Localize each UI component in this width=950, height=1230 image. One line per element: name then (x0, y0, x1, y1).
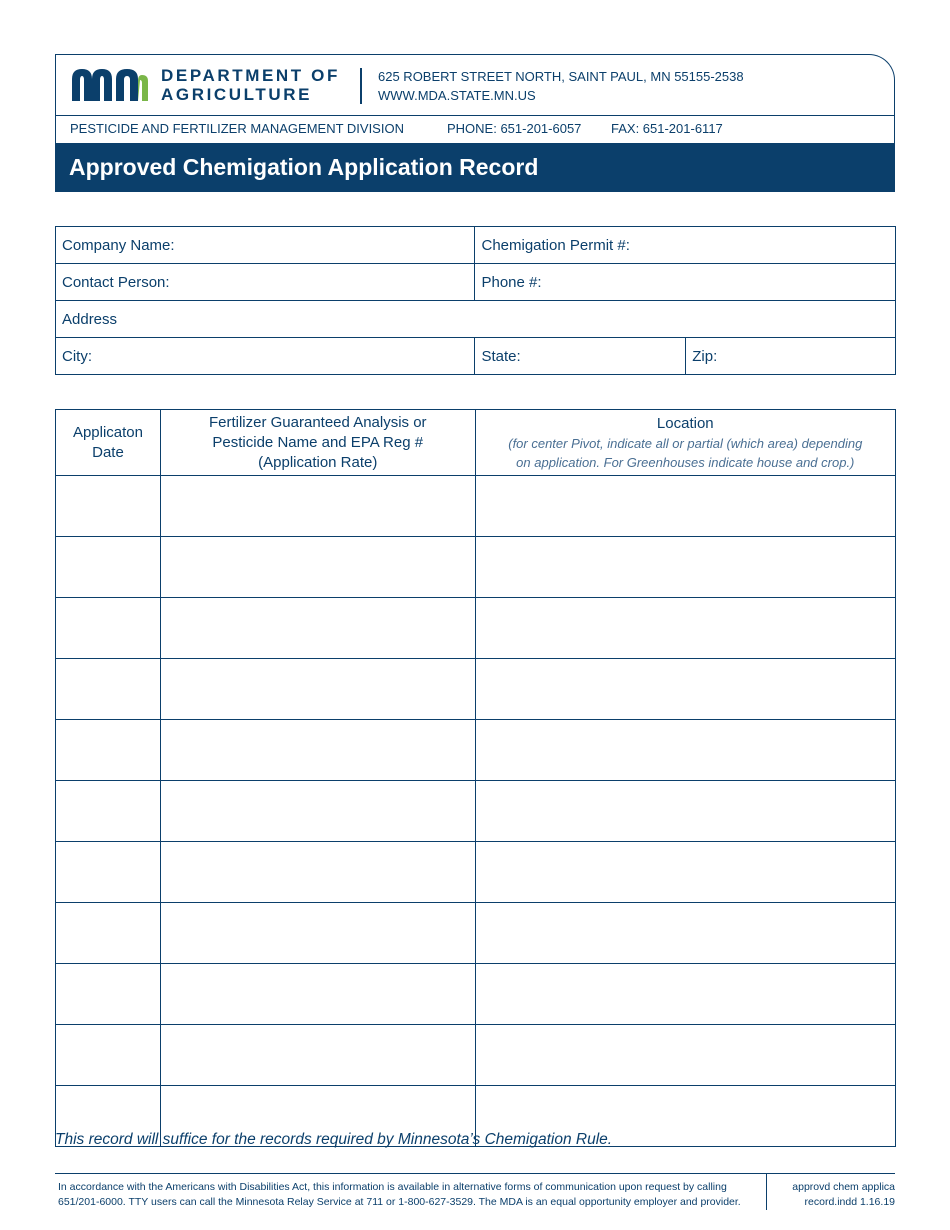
title-bar (55, 143, 895, 192)
location-cell[interactable] (475, 476, 895, 537)
date-cell[interactable] (56, 1025, 161, 1086)
division-name: PESTICIDE AND FERTILIZER MANAGEMENT DIVISION (70, 121, 404, 136)
date-cell[interactable] (56, 781, 161, 842)
col-location (475, 410, 895, 476)
col3-note-line1: (for center Pivot, indicate all or partial (which area) depending (508, 435, 863, 451)
product-cell[interactable] (160, 781, 475, 842)
file-reference (775, 1180, 895, 1210)
website: WWW.MDA.STATE.MN.US (378, 88, 536, 103)
contact-person-field[interactable]: Contact Person: (56, 264, 475, 301)
date-cell[interactable] (56, 598, 161, 659)
table-row (56, 903, 896, 964)
location-cell[interactable] (475, 537, 895, 598)
ada-line-1: In accordance with the Americans with Disabilities Act, this information is available in alternative forms of communication upon request by calling (58, 1181, 727, 1193)
division-phone: PHONE: 651-201-6057 (447, 121, 582, 136)
department-name (161, 66, 340, 104)
col2-line2: Pesticide Name and EPA Reg # (212, 433, 424, 451)
location-cell[interactable] (475, 720, 895, 781)
street-address: 625 ROBERT STREET NORTH, SAINT PAUL, MN 55155-2538 (378, 69, 744, 84)
col2-line1: Fertilizer Guaranteed Analysis or (208, 413, 427, 431)
product-cell[interactable] (160, 659, 475, 720)
table-row (56, 598, 896, 659)
location-cell[interactable] (475, 598, 895, 659)
record-rows (56, 476, 896, 1147)
product-cell[interactable] (160, 720, 475, 781)
table-row (56, 659, 896, 720)
location-cell[interactable] (475, 659, 895, 720)
col1-line2: Date (92, 443, 124, 461)
table-row (56, 1025, 896, 1086)
product-cell[interactable] (160, 476, 475, 537)
zip-field[interactable]: Zip: (686, 338, 896, 375)
permit-field[interactable]: Chemigation Permit #: (475, 227, 896, 264)
table-row (56, 537, 896, 598)
table-row (56, 964, 896, 1025)
mn-logo-icon (70, 67, 150, 103)
table-row (56, 842, 896, 903)
table-row (56, 781, 896, 842)
location-cell[interactable] (475, 781, 895, 842)
product-cell[interactable] (160, 842, 475, 903)
col3-title: Location (656, 414, 714, 432)
file-line-2: record.indd 1.16.19 (804, 1196, 895, 1208)
location-cell[interactable] (475, 842, 895, 903)
page-title: Approved Chemigation Application Record (69, 154, 539, 180)
col-fertilizer-pesticide (160, 410, 475, 476)
header-separator (360, 68, 362, 104)
date-cell[interactable] (56, 659, 161, 720)
col3-note-line2: on application. For Greenhouses indicate house and crop.) (516, 454, 855, 470)
table-row (56, 476, 896, 537)
company-info-table (55, 226, 896, 375)
header-address-block (378, 67, 744, 105)
date-cell[interactable] (56, 476, 161, 537)
date-cell[interactable] (56, 964, 161, 1025)
date-cell[interactable] (56, 903, 161, 964)
col-application-date (56, 410, 161, 476)
state-field[interactable]: State: (475, 338, 686, 375)
footer-rule (55, 1173, 895, 1174)
table-row (56, 720, 896, 781)
dept-line-2: AGRICULTURE (161, 85, 313, 104)
date-cell[interactable] (56, 842, 161, 903)
address-field[interactable]: Address (56, 301, 896, 338)
application-records-table (55, 409, 896, 1147)
footer-note: This record will suffice for the records required by Minnesota’s Chemigation Rule. (55, 1131, 613, 1148)
product-cell[interactable] (160, 1025, 475, 1086)
product-cell[interactable] (160, 598, 475, 659)
ada-line-2: 651/201-6000. TTY users can call the Minnesota Relay Service at 711 or 1-800-627-3529. The MDA is an equal opportunity employer and provider. (58, 1196, 741, 1208)
col1-line1: Applicaton (72, 423, 143, 441)
product-cell[interactable] (160, 964, 475, 1025)
file-line-1: approvd chem applica (792, 1181, 895, 1193)
division-fax: FAX: 651-201-6117 (611, 121, 723, 136)
header-divider (55, 115, 895, 116)
footer-separator (766, 1174, 767, 1210)
location-cell[interactable] (475, 1025, 895, 1086)
phone-field[interactable]: Phone #: (475, 264, 896, 301)
location-cell[interactable] (475, 903, 895, 964)
product-cell[interactable] (160, 903, 475, 964)
date-cell[interactable] (56, 720, 161, 781)
col2-line3: (Application Rate) (258, 453, 378, 471)
dept-line-1: DEPARTMENT OF (161, 66, 340, 85)
company-name-field[interactable]: Company Name: (56, 227, 475, 264)
location-cell[interactable] (475, 964, 895, 1025)
date-cell[interactable] (56, 537, 161, 598)
product-cell[interactable] (160, 537, 475, 598)
city-field[interactable]: City: (56, 338, 475, 375)
ada-statement (58, 1180, 763, 1210)
